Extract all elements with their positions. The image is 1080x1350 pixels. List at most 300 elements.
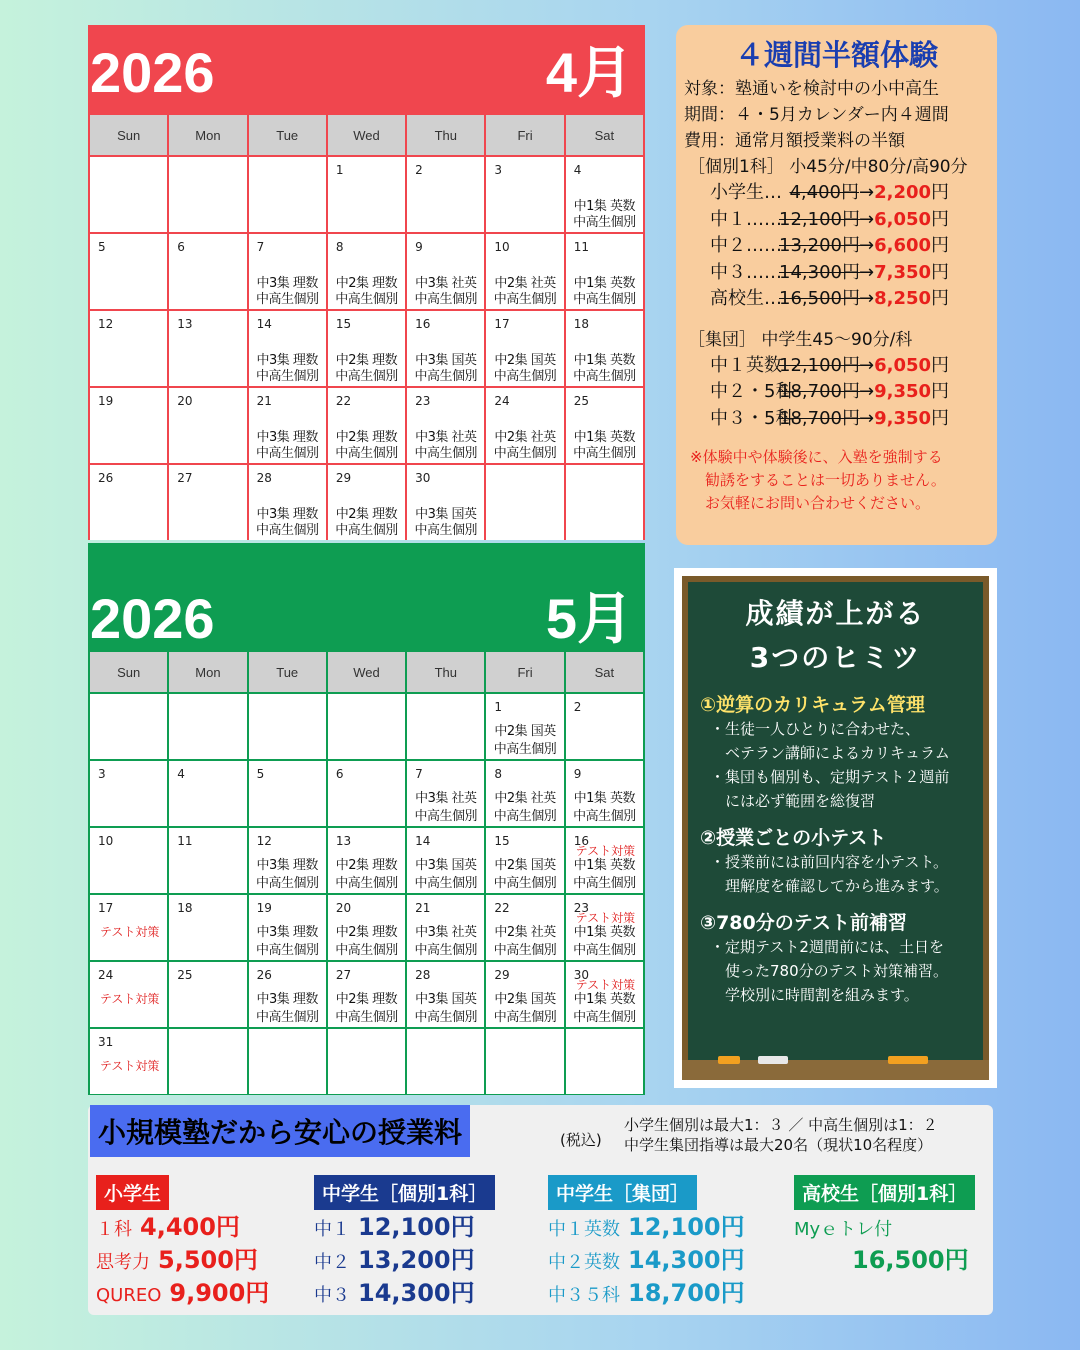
day-cell (90, 1029, 167, 1094)
day-number: 28 (256, 471, 272, 485)
fee-row (96, 1280, 269, 1309)
class-line: 中1集 英数 (573, 992, 636, 1007)
class-line: 中1集 英数 (573, 353, 636, 368)
day-number: 11 (573, 240, 589, 254)
class-line: 中3集 国英 (415, 992, 477, 1007)
day-cell (249, 694, 326, 759)
old-price: 4,400円 (789, 182, 859, 203)
fees-title (90, 1105, 470, 1157)
day-cell (407, 828, 484, 893)
fee-label: １科 (96, 1219, 132, 1240)
price-row (684, 353, 989, 380)
fee-row (794, 1247, 975, 1276)
secret-1-line-4: には必ず範囲を総復習 (710, 792, 876, 810)
individual-line: 中高生個別 (573, 215, 636, 230)
class-line: 中3集 社英 (415, 430, 477, 445)
day-cell (486, 761, 563, 826)
weekday-header: Sat (566, 652, 643, 692)
class-line: 中3集 社英 (415, 276, 477, 291)
individual-line: 中高生個別 (414, 943, 478, 958)
day-cell (249, 1029, 326, 1094)
individual-line: 中高生個別 (414, 369, 478, 384)
individual-line: 中高生個別 (335, 369, 398, 384)
april-header (88, 25, 645, 113)
day-cell (90, 234, 167, 309)
day-number: 19 (256, 901, 272, 915)
day-cell (566, 234, 643, 309)
day-number: 12 (98, 317, 114, 331)
day-number: 1 (494, 700, 503, 714)
april-grid (88, 113, 645, 542)
class-line: 中3集 理数 (256, 992, 318, 1007)
day-number: 22 (494, 901, 510, 915)
yen-unit: 円 (931, 354, 950, 376)
fee-value: 13,200円 (358, 1246, 475, 1274)
day-number: 22 (335, 394, 352, 408)
class-line: 中2集 理数 (335, 858, 398, 873)
price-row (684, 180, 989, 207)
class-line: 中2集 社英 (494, 430, 556, 445)
individual-line: 中高生個別 (255, 369, 319, 384)
class-line: 中2集 理数 (335, 276, 398, 291)
day-number: 21 (256, 394, 272, 408)
day-cell (249, 388, 326, 463)
class-line: 中1集 英数 (573, 430, 636, 445)
new-price: 6,600 (874, 235, 932, 256)
day-number: 17 (494, 317, 510, 331)
day-cell (90, 962, 167, 1027)
fee-row (314, 1214, 495, 1243)
secret-3-line-2: 使った780分のテスト対策補習。 (710, 962, 949, 980)
trial-title: ４週間半額体験 (734, 38, 938, 72)
price-label: 中２…… (710, 235, 782, 256)
class-line: 中2集 社英 (494, 925, 556, 940)
class-line: 中3集 国英 (415, 858, 477, 873)
day-number: 15 (335, 317, 352, 331)
day-number: 31 (98, 1035, 114, 1049)
weekday-header: Mon (169, 652, 246, 692)
day-cell (328, 962, 405, 1027)
class-line: 中2集 社英 (494, 791, 556, 806)
individual-line: 中高生個別 (335, 523, 398, 538)
arrow: → (859, 354, 875, 376)
secret-2-line-2: 理解度を確認してから進みます。 (710, 877, 949, 895)
day-number: 14 (415, 834, 431, 848)
day-cell (486, 465, 563, 540)
day-number: 6 (177, 240, 185, 254)
day-cell (328, 388, 405, 463)
old-price: 16,500円 (779, 288, 860, 309)
day-number: 24 (494, 394, 510, 408)
day-cell (90, 694, 167, 759)
weekday-header: Fri (486, 115, 563, 155)
secret-1-line-3: ・集団も個別も、定期テスト２週前 (710, 768, 950, 786)
day-number: 15 (494, 834, 510, 848)
fees-title-text: 小規模塾だから安心の授業料 (98, 1116, 463, 1149)
fees-info-2: 中学生集団指導は最大20名（現状10名程度） (624, 1136, 933, 1154)
class-line: 中2集 理数 (335, 992, 398, 1007)
day-cell (328, 1029, 405, 1094)
day-cell (249, 465, 326, 540)
day-cell (486, 828, 563, 893)
day-number: 28 (415, 968, 431, 982)
day-number: 2 (573, 700, 582, 714)
individual-line: 中高生個別 (493, 876, 557, 891)
class-line: 中2集 理数 (335, 353, 398, 368)
day-number: 8 (335, 240, 344, 254)
class-line: 中3集 国英 (415, 353, 477, 368)
day-cell (169, 895, 246, 960)
class-line: 中3集 理数 (256, 276, 318, 291)
secret-title-2: 3つのヒミツ (749, 641, 922, 674)
day-number: 10 (494, 240, 510, 254)
fee-row (314, 1247, 495, 1276)
secret-1-heading: ①逆算のカリキュラム管理 (700, 694, 925, 716)
day-number: 4 (177, 767, 185, 781)
day-cell (249, 157, 326, 232)
fee-column (96, 1175, 269, 1309)
day-cell (407, 761, 484, 826)
april-year: 2026 (90, 41, 215, 104)
day-cell (328, 694, 405, 759)
individual-line: 中高生個別 (493, 446, 557, 461)
day-cell (407, 311, 484, 386)
individual-line: 中高生個別 (335, 943, 398, 958)
class-line: 中2集 社英 (494, 276, 556, 291)
price-label: 高校生… (710, 288, 782, 309)
day-cell (90, 388, 167, 463)
day-number: 7 (256, 240, 265, 254)
trial-indiv-head: ［個別1科］ 小45分/中80分/高90分 (688, 157, 968, 177)
day-cell (90, 157, 167, 232)
day-number: 9 (573, 767, 582, 781)
arrow: → (859, 261, 875, 283)
day-cell (407, 1029, 484, 1094)
day-number: 27 (177, 471, 193, 485)
individual-line: 中高生個別 (335, 876, 398, 891)
trial-warning-1: ※体験中や体験後に、入塾を強制する (690, 448, 943, 466)
class-line: 中3集 社英 (415, 791, 477, 806)
day-number: 25 (177, 968, 193, 982)
day-number: 23 (415, 394, 431, 408)
fee-row (548, 1247, 745, 1276)
weekday-header: Wed (328, 115, 405, 155)
fee-row (794, 1214, 975, 1243)
day-cell (249, 761, 326, 826)
individual-line: 中高生個別 (493, 943, 557, 958)
individual-line: 中高生個別 (414, 523, 478, 538)
weekday-header: Wed (328, 652, 405, 692)
day-number: 29 (335, 471, 352, 485)
fees-info-1: 小学生個別は最大1：３ ／ 中高生個別は1：２ (624, 1116, 938, 1134)
individual-line: 中高生個別 (573, 943, 636, 958)
fee-label: 思考力 (96, 1252, 150, 1273)
day-cell (566, 761, 643, 826)
day-cell (169, 311, 246, 386)
weekday-header: Sun (90, 115, 167, 155)
day-cell (249, 962, 326, 1027)
fee-value: 9,900円 (169, 1279, 270, 1307)
test-prep-note: テスト対策 (575, 844, 636, 858)
weekday-header: Thu (407, 652, 484, 692)
price-label: 中３…… (710, 261, 782, 283)
fee-column-head: 中学生［集団］ (548, 1175, 697, 1210)
april-month: 4月 (545, 41, 633, 104)
trial-group-head: ［集団］ 中学生45～90分/科 (688, 329, 913, 350)
day-number: 18 (177, 901, 193, 915)
price-label: 中３・5科 (710, 407, 794, 429)
day-number: 19 (98, 394, 114, 408)
day-cell (486, 1029, 563, 1094)
day-number: 20 (177, 394, 193, 408)
may-grid (88, 650, 645, 1096)
fee-value: 14,300円 (628, 1246, 745, 1274)
day-cell (249, 828, 326, 893)
day-cell (407, 962, 484, 1027)
individual-line: 中高生個別 (335, 292, 398, 307)
day-cell (486, 694, 563, 759)
individual-line: 中高生個別 (414, 876, 478, 891)
individual-line: 中高生個別 (573, 446, 636, 461)
class-line: 中3集 社英 (415, 925, 477, 940)
class-line: 中2集 理数 (335, 925, 398, 940)
day-number: 5 (98, 240, 106, 254)
day-number: 30 (415, 471, 431, 485)
chalkboard-surface (682, 576, 989, 1080)
may-header (88, 543, 645, 650)
day-number: 16 (415, 317, 431, 331)
individual-line: 中高生個別 (493, 292, 557, 307)
price-row (684, 260, 989, 287)
yen-unit: 円 (931, 261, 950, 283)
price-row (684, 379, 989, 406)
fee-column-head: 高校生［個別1科］ (794, 1175, 975, 1210)
class-line: 中2集 理数 (335, 507, 398, 522)
individual-line: 中高生個別 (493, 1010, 557, 1025)
trial-panel (676, 25, 997, 545)
old-price: 18,700円 (779, 381, 860, 402)
class-line: 中2集 国英 (494, 353, 556, 368)
day-cell (249, 895, 326, 960)
arrow: → (859, 407, 875, 429)
class-line: 中1集 英数 (573, 791, 636, 806)
individual-line: 中高生個別 (493, 369, 557, 384)
individual-line: 中高生個別 (255, 1010, 319, 1025)
day-number: 12 (256, 834, 272, 848)
may-month: 5月 (545, 587, 633, 650)
day-number: 3 (98, 767, 106, 781)
individual-line: 中高生個別 (414, 446, 478, 461)
day-cell (328, 895, 405, 960)
day-number: 13 (335, 834, 352, 848)
fee-label: 中２ (314, 1252, 350, 1273)
fee-label: Myｅトレ付 (794, 1219, 893, 1240)
class-line: 中3集 理数 (256, 507, 318, 522)
fee-value: 14,300円 (358, 1279, 475, 1307)
fee-value: 12,100円 (358, 1213, 475, 1241)
eraser-icon (888, 1056, 928, 1064)
day-cell (566, 157, 643, 232)
day-number: 6 (335, 767, 344, 781)
trial-cost: 費用：通常月額授業料の半額 (684, 131, 905, 151)
day-cell (566, 388, 643, 463)
day-cell (407, 694, 484, 759)
class-line: 中3集 理数 (256, 858, 318, 873)
day-cell (328, 465, 405, 540)
weekday-header: Tue (249, 652, 326, 692)
class-line: 中3集 国英 (415, 507, 477, 522)
day-cell (486, 962, 563, 1027)
class-line: 中1集 英数 (573, 276, 636, 291)
yen-unit: 円 (931, 208, 950, 230)
fee-value: 5,500円 (158, 1246, 258, 1274)
day-cell (566, 465, 643, 540)
day-number: 9 (415, 240, 423, 254)
test-prep-note: テスト対策 (99, 925, 160, 939)
individual-line: 中高生個別 (335, 1010, 398, 1025)
price-row (684, 406, 989, 433)
class-line: 中1集 英数 (573, 199, 636, 214)
fee-label: 中２英数 (548, 1252, 620, 1273)
day-cell (169, 157, 246, 232)
individual-line: 中高生個別 (573, 876, 636, 891)
trial-indiv-list (684, 180, 989, 313)
day-cell (169, 1029, 246, 1094)
fee-value: 16,500円 (852, 1246, 969, 1274)
may-year: 2026 (90, 587, 215, 650)
chalk-icon (718, 1056, 740, 1064)
day-cell (566, 828, 643, 893)
day-cell (486, 157, 563, 232)
yen-unit: 円 (931, 381, 950, 402)
secret-2-line-1: ・授業前には前回内容を小テスト。 (710, 853, 949, 871)
fee-row (96, 1214, 269, 1243)
day-number: 1 (335, 163, 344, 177)
yen-unit: 円 (931, 182, 950, 203)
day-cell (407, 895, 484, 960)
day-cell (486, 895, 563, 960)
day-cell (566, 895, 643, 960)
day-cell (328, 157, 405, 232)
day-number: 5 (256, 767, 265, 781)
weekday-header: Tue (249, 115, 326, 155)
day-number: 21 (415, 901, 431, 915)
fee-row (96, 1247, 269, 1276)
individual-line: 中高生個別 (255, 876, 319, 891)
day-cell (90, 761, 167, 826)
day-number: 11 (177, 834, 193, 848)
class-line: 中2集 理数 (335, 430, 398, 445)
individual-line: 中高生個別 (335, 446, 398, 461)
fee-row (314, 1280, 495, 1309)
day-number: 13 (177, 317, 193, 331)
day-number: 25 (573, 394, 589, 408)
day-cell (407, 388, 484, 463)
weekday-header: Sat (566, 115, 643, 155)
individual-line: 中高生個別 (573, 369, 636, 384)
class-line: 中1集 英数 (573, 858, 636, 873)
fees-section (88, 1105, 993, 1315)
secret-1-line-1: ・生徒一人ひとりに合わせた、 (710, 720, 921, 738)
new-price: 6,050 (874, 354, 932, 376)
fee-row (548, 1214, 745, 1243)
weekday-header: Mon (169, 115, 246, 155)
arrow: → (859, 381, 875, 402)
day-cell (169, 962, 246, 1027)
class-line: 中3集 理数 (256, 353, 318, 368)
day-number: 26 (256, 968, 272, 982)
day-cell (169, 761, 246, 826)
individual-line: 中高生個別 (255, 292, 319, 307)
class-line: 中3集 理数 (256, 430, 318, 445)
individual-line: 中高生個別 (255, 523, 319, 538)
price-label: 中１英数 (710, 354, 782, 376)
new-price: 6,050 (874, 208, 932, 230)
day-cell (169, 694, 246, 759)
fee-row (548, 1280, 745, 1309)
individual-line: 中高生個別 (573, 292, 636, 307)
fee-column (314, 1175, 495, 1309)
fee-column (548, 1175, 745, 1309)
price-row (684, 286, 989, 313)
arrow: → (859, 288, 875, 309)
day-number: 23 (573, 901, 589, 915)
class-line: 中1集 英数 (573, 925, 636, 940)
day-cell (90, 895, 167, 960)
day-cell (249, 311, 326, 386)
trial-warning-2: 勧誘をすることは一切ありません。 (690, 471, 946, 489)
yen-unit: 円 (931, 407, 950, 429)
yen-unit: 円 (931, 235, 950, 256)
new-price: 2,200 (874, 182, 932, 203)
arrow: → (859, 182, 875, 203)
day-cell (169, 234, 246, 309)
old-price: 18,700円 (779, 407, 860, 429)
new-price: 9,350 (874, 407, 932, 429)
day-cell (169, 388, 246, 463)
individual-line: 中高生個別 (493, 809, 557, 824)
april-calendar (88, 25, 645, 540)
individual-line: 中高生個別 (414, 1010, 478, 1025)
price-row (684, 207, 989, 234)
trial-target: 対象：塾通いを検討中の小中高生 (684, 79, 939, 99)
day-cell (407, 234, 484, 309)
fee-label: 中１ (314, 1219, 350, 1240)
day-number: 10 (98, 834, 114, 848)
fee-value: 12,100円 (628, 1213, 745, 1241)
day-number: 29 (494, 968, 510, 982)
arrow: → (859, 235, 875, 256)
price-label: 小学生… (710, 182, 782, 203)
day-cell (328, 761, 405, 826)
day-cell (566, 962, 643, 1027)
test-prep-note: テスト対策 (99, 992, 160, 1006)
class-line: 中2集 国英 (494, 858, 556, 873)
trial-warning-3: お気軽にお問い合わせください。 (690, 494, 931, 512)
individual-line: 中高生個別 (255, 446, 319, 461)
chalk-icon (758, 1056, 788, 1064)
arrow: → (859, 208, 875, 230)
class-line: 中3集 理数 (256, 925, 318, 940)
individual-line: 中高生個別 (414, 809, 478, 824)
day-cell (566, 694, 643, 759)
fee-label: 中１英数 (548, 1219, 620, 1240)
day-cell (407, 465, 484, 540)
fee-column (794, 1175, 975, 1276)
day-cell (90, 465, 167, 540)
fee-label: 中３５科 (548, 1285, 620, 1306)
fee-column-head: 小学生 (96, 1175, 169, 1210)
